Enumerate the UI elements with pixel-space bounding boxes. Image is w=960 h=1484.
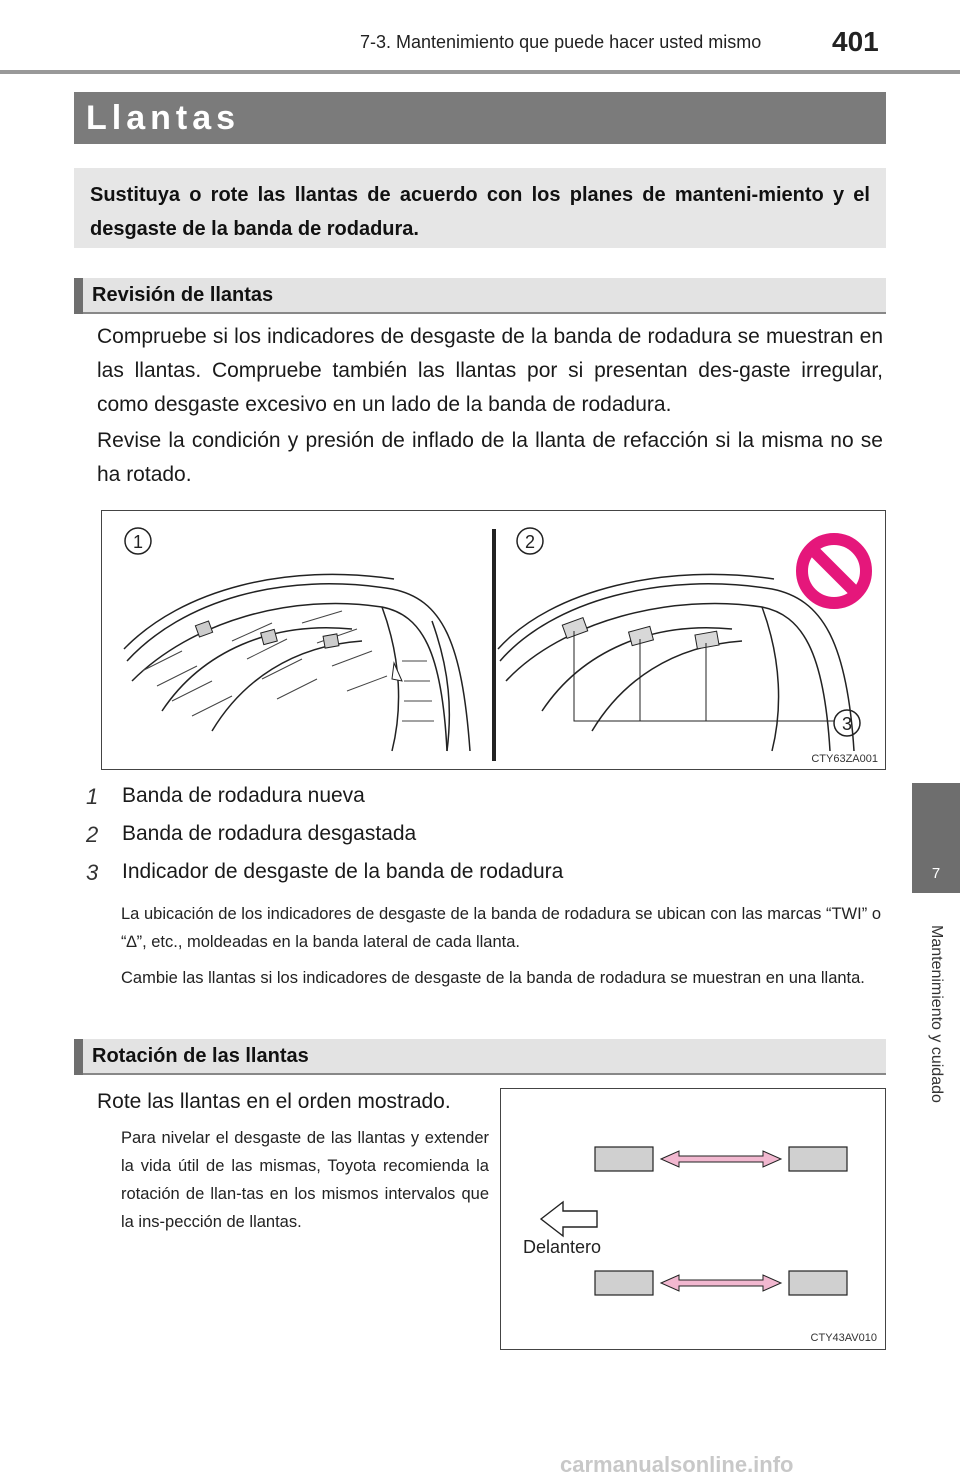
rotation-diagram bbox=[501, 1089, 885, 1349]
tread-wear-figure bbox=[101, 510, 886, 770]
revision-paragraph-2: Revise la condición y presión de inflado de la llanta de refacción si la misma no se ha rotado. bbox=[97, 429, 883, 486]
legend-text-2: Banda de rodadura desgastada bbox=[122, 822, 417, 845]
rear-right-tire bbox=[789, 1271, 847, 1295]
new-tread-tire bbox=[124, 574, 470, 751]
rotation-paragraph: Rote las llantas en el orden mostrado. bbox=[97, 1090, 451, 1113]
chapter-label-container bbox=[925, 925, 949, 1185]
rotation-note: Para nivelar el desgaste de las llantas y extender la vida útil de las mismas, Toyota recomienda la rotación de llan-tas en los mismos intervalos que la ins-pección de llantas. bbox=[121, 1129, 489, 1231]
legend-num-3: 3 bbox=[86, 860, 99, 885]
page-number: 401 bbox=[832, 26, 879, 57]
legend-text-1: Banda de rodadura nueva bbox=[122, 784, 365, 807]
callout-1: 1 bbox=[132, 532, 144, 552]
worn-tread-indicators bbox=[562, 618, 719, 649]
front-left-tire bbox=[595, 1147, 653, 1171]
revision-note-2: Cambie las llantas si los indicadores de desgaste de la banda de rodadura se muestran en una llanta. bbox=[121, 969, 865, 987]
intro-text: Sustituya o rote las llantas de acuerdo con los planes de manteni-miento y el desgaste de la banda de rodadura. bbox=[90, 184, 870, 240]
figure-code: CTY43AV010 bbox=[810, 1332, 877, 1344]
revision-paragraph-1: Compruebe si los indicadores de desgaste de la banda de rodadura se muestran en las llantas. Compruebe también las llantas por si presentan des-gaste irregular, como desgaste excesivo en un lado de la banda de rodadura. bbox=[97, 325, 883, 416]
revision-note-1: La ubicación de los indicadores de desgaste de la banda de rodadura se ubican con las marcas “TWI” o “∆”, etc., moldeadas en la banda lateral de cada llanta. bbox=[121, 905, 881, 951]
rotation-figure bbox=[500, 1088, 886, 1350]
header-rule bbox=[0, 70, 960, 74]
callout-3: 3 bbox=[841, 714, 853, 734]
front-label: Delantero bbox=[523, 1237, 602, 1257]
section-title-revision: Revisión de llantas bbox=[92, 284, 274, 306]
rear-rotation-arrow bbox=[661, 1275, 781, 1291]
chapter-number: 7 bbox=[931, 865, 941, 882]
section-heading-bar bbox=[74, 1039, 83, 1075]
callout-2: 2 bbox=[524, 532, 536, 552]
tread-wear-illustration bbox=[102, 511, 885, 769]
worn-tread-tire bbox=[498, 574, 854, 751]
front-rotation-arrow bbox=[661, 1151, 781, 1167]
watermark: carmanualsonline.info bbox=[560, 1452, 794, 1477]
legend-num-2: 2 bbox=[86, 822, 99, 847]
section-heading-bar bbox=[74, 278, 83, 314]
header-section-title: 7-3. Mantenimiento que puede hacer usted mismo bbox=[360, 32, 762, 52]
front-direction-arrow-icon bbox=[541, 1202, 597, 1236]
legend-num-1: 1 bbox=[86, 784, 99, 809]
chapter-label: Mantenimiento y cuidado bbox=[928, 925, 945, 1103]
section-title-rotation: Rotación de las llantas bbox=[92, 1045, 309, 1067]
page-title: Llantas bbox=[86, 99, 241, 137]
figure-code: CTY63ZA001 bbox=[811, 753, 878, 765]
prohibition-icon bbox=[802, 539, 866, 603]
rear-left-tire bbox=[595, 1271, 653, 1295]
front-right-tire bbox=[789, 1147, 847, 1171]
legend-text-3: Indicador de desgaste de la banda de rodadura bbox=[122, 860, 564, 883]
new-tread-grooves bbox=[142, 611, 434, 721]
